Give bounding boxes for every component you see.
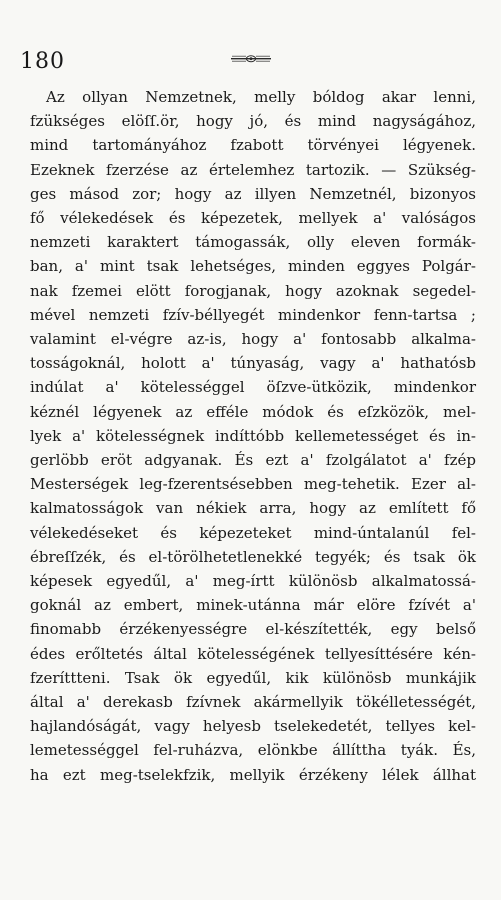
text-line-13: indúlat a' kötelességgel öſzve-ütközik, mindenkor <box>30 378 476 397</box>
text-line-8: ban, a' mint tsak lehetséges, minden eggyes Polgár- <box>30 257 476 276</box>
text-line-27: hajlandóságát, vagy helyesb tselekedetét, tellyes kel- <box>30 717 476 736</box>
text-line-4: Ezeknek fzerzése az értelemhez tartozik. — Szükség- <box>30 160 476 179</box>
text-line-3: mind tartományához fzabott törvényei légyenek. <box>30 136 476 155</box>
text-line-12: tosságoknál, holott a' túnyaság, vagy a' hathatósb <box>30 354 476 373</box>
decorative-rule-icon <box>230 52 272 64</box>
text-line-28: lemetességgel fel-ruházva, elönkbe állíttha tyák. És, <box>30 741 476 760</box>
text-line-23: finomabb érzékenyességre el-készítették, egy belső <box>30 620 476 639</box>
text-line-29: ha ezt meg-tselekfzik, mellyik érzékeny lélek állhat <box>30 765 476 784</box>
body-text <box>30 85 476 787</box>
text-line-26: által a' derekasb fzívnek akármellyik tökélletességét, <box>30 693 476 712</box>
text-line-9: nak fzemei elött forogjanak, hogy azoknak segedel- <box>30 281 476 300</box>
text-line-22: goknál az embert, minek-utánna már elöre fzívét a' <box>30 596 476 615</box>
text-line-15: lyek a' kötelességnek indíttóbb kellemetességet és in- <box>30 426 476 445</box>
text-line-10: mével nemzeti fzív-béllyegét mindenkor fenn-tartsa ; <box>30 305 476 324</box>
text-line-25: fzeríttteni. Tsak ök egyedűl, kik különösb munkájik <box>30 668 476 687</box>
text-line-21: képesek egyedűl, a' meg-írtt különösb alkalmatossá- <box>30 572 476 591</box>
page-number: 180 <box>20 49 65 74</box>
text-line-16: gerlöbb eröt adgyanak. És ezt a' fzolgálatot a' fzép <box>30 451 476 470</box>
text-line-1: Az ollyan Nemzetnek, melly bóldog akar lenni, <box>46 88 476 106</box>
text-line-6: fő vélekedések és képezetek, mellyek a' valóságos <box>30 209 476 228</box>
text-line-20: ébreſſzék, és el-törölhetetlenekké tegyék; és tsak ök <box>30 547 476 566</box>
text-line-17: Mesterségek leg-fzerentsésebben meg-tehetik. Ezer al- <box>30 475 476 494</box>
text-line-18: kalmatosságok van nékiek arra, hogy az említett fő <box>30 499 476 518</box>
text-line-11: valamint el-végre az-is, hogy a' fontosabb alkalma- <box>30 330 476 349</box>
text-line-24: édes erőltetés által kötelességének tellyesíttésére kén- <box>30 644 476 663</box>
text-line-19: vélekedéseket és képezeteket mind-úntalanúl fel- <box>30 523 476 542</box>
text-line-5: ges másod zor; hogy az illyen Nemzetnél, bizonyos <box>30 184 476 203</box>
text-line-2: fzükséges elöſſ.ör, hogy jó, és mind nagyságához, <box>30 112 476 131</box>
text-line-14: kéznél légyenek az efféle módok és eſzközök, mel- <box>30 402 476 421</box>
text-line-7: nemzeti karaktert támogassák, olly eleven formák- <box>30 233 476 252</box>
